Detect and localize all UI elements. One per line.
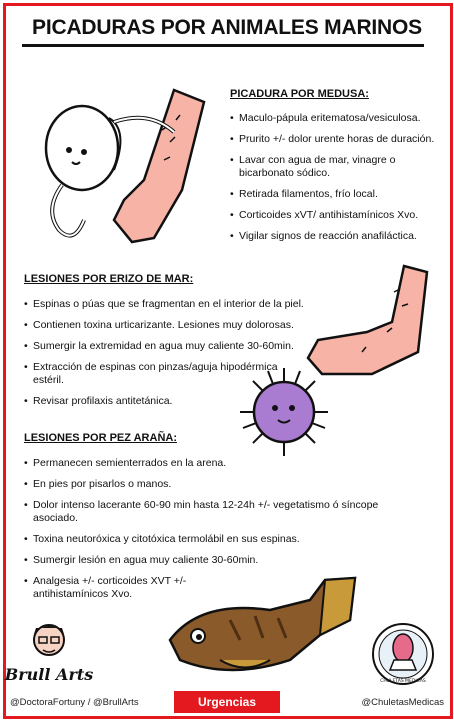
list-item: • Maculo-pápula eritematosa/vesiculosa. (230, 112, 435, 125)
list-item: • Revisar profilaxis antitetánica. (24, 395, 304, 408)
chuletas-logo-text: CHULETAS MEDICAS (380, 679, 426, 684)
brull-arts-logo (4, 620, 94, 692)
list-item: • Permanecen semienterrados en la arena. (24, 457, 424, 470)
footer-handle: @ChuletasMedicas (361, 697, 444, 708)
list-item: • Extracción de espinas con pinzas/aguja hipodérmica estéril. (24, 361, 304, 387)
footer-authors: @DoctoraFortuny / @BrullArts (10, 697, 139, 708)
category-badge: Urgencias (174, 691, 280, 713)
spider-fish-illustration (160, 560, 360, 685)
list-item: • Espinas o púas que se fragmentan en el interior de la piel. (24, 298, 304, 311)
title-underline (22, 44, 424, 47)
list-item: • Contienen toxina urticarizante. Lesiones muy dolorosas. (24, 319, 304, 332)
chuletas-medicas-logo (368, 620, 438, 692)
medusa-list (230, 112, 435, 251)
list-item: • En pies por pisarlos o manos. (24, 478, 424, 491)
erizo-heading: LESIONES POR ERIZO DE MAR: (24, 273, 194, 285)
list-item: • Lavar con agua de mar, vinagre o bicarbonato sódico. (230, 154, 435, 180)
list-item: • Dolor intenso lacerante 60-90 min hasta 12-24h +/- vegetatismo ó síncope asociado. (24, 499, 424, 525)
list-item: • Analgesia +/- corticoides XVT +/- antihistamínicos Xvo. (24, 575, 208, 601)
sea-urchin-illustration (222, 262, 437, 462)
brull-logo-text: Brull Arts (4, 665, 94, 684)
list-item: • Sumergir lesión en agua muy caliente 30-60min. (24, 554, 424, 567)
list-item: • Retirada filamentos, frío local. (230, 188, 435, 201)
medusa-heading: PICADURA POR MEDUSA: (230, 88, 369, 100)
list-item: • Toxina neutoróxica y citotóxica termolábil en sus espinas. (24, 533, 424, 546)
page-title: PICADURAS POR ANIMALES MARINOS (32, 16, 422, 39)
list-item: • Corticoides xVT/ antihistamínicos Xvo. (230, 209, 435, 222)
pez-heading: LESIONES POR PEZ ARAÑA: (24, 432, 177, 444)
list-item: • Prurito +/- dolor urente horas de duración. (230, 133, 435, 146)
jellyfish-illustration (14, 70, 224, 250)
list-item: • Sumergir la extremidad en agua muy caliente 30-60min. (24, 340, 304, 353)
list-item: • Vigilar signos de reacción anafiláctica. (230, 230, 435, 243)
